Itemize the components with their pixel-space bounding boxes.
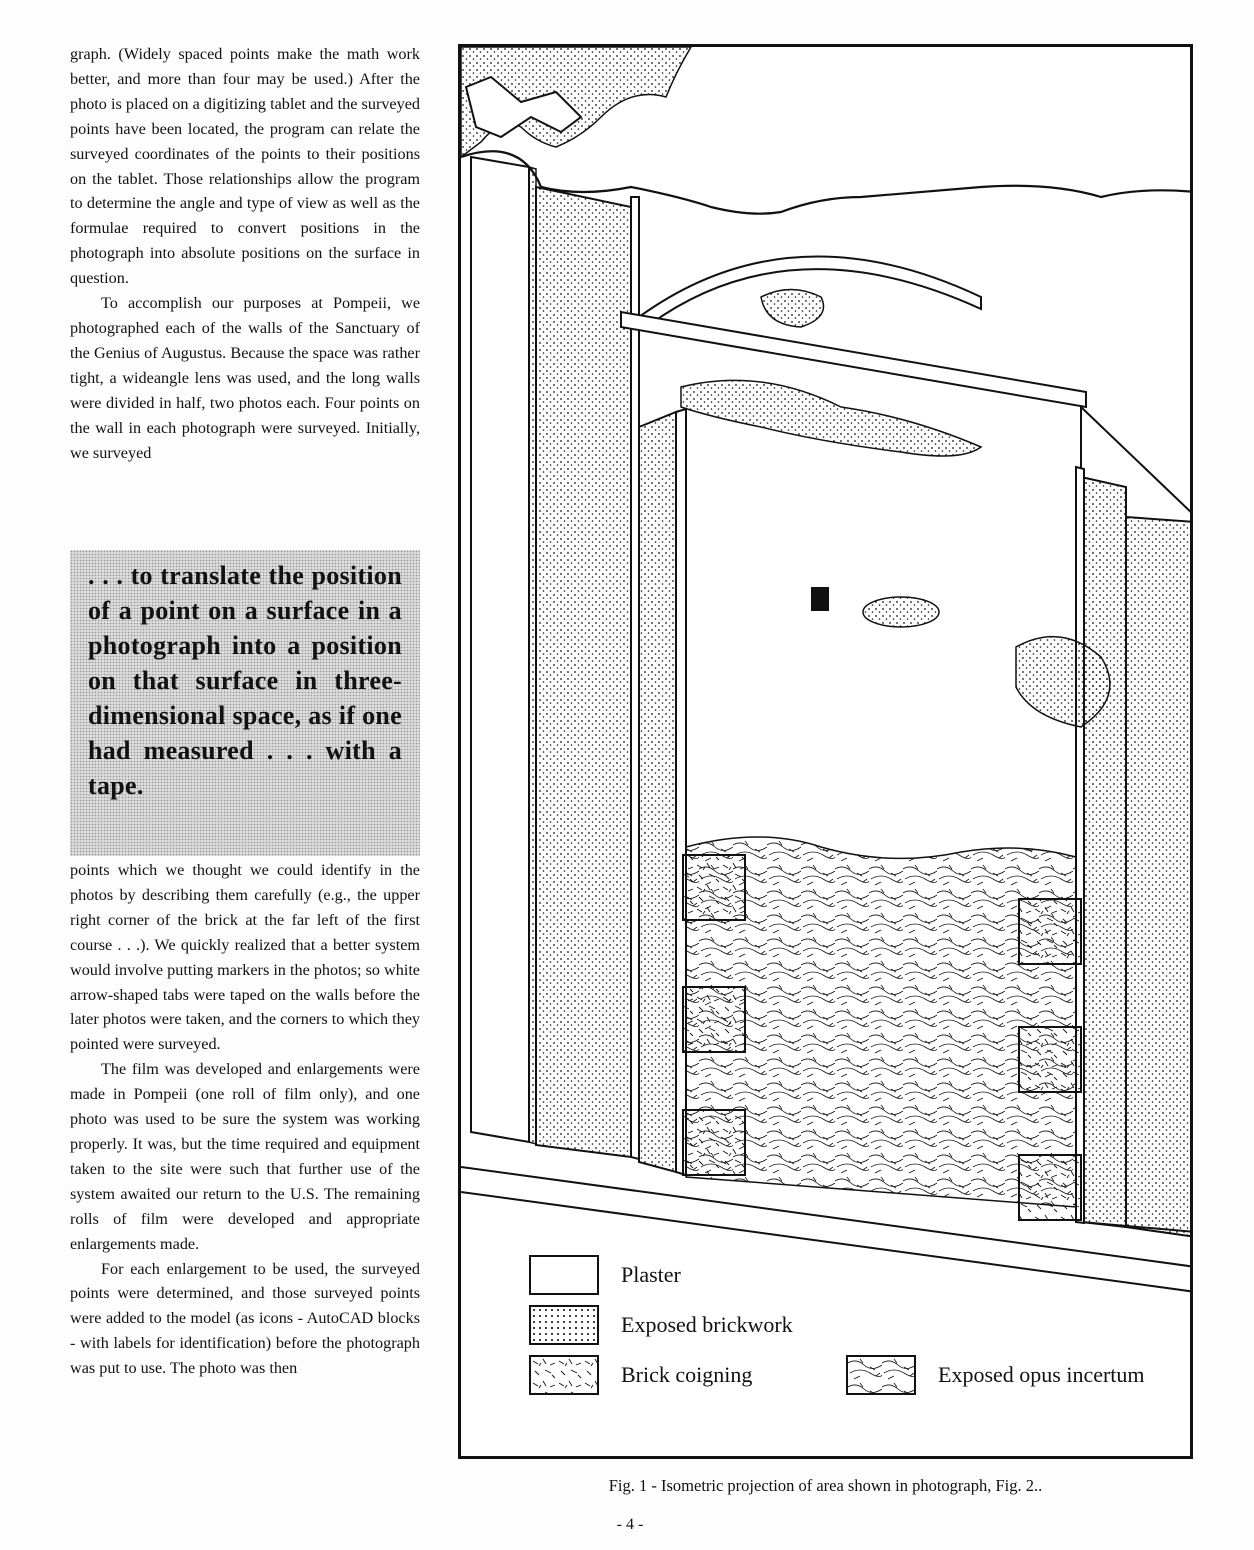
pier-edge bbox=[1076, 467, 1084, 1223]
legend-label: Exposed opus incertum bbox=[938, 1362, 1145, 1387]
paragraph: The film was developed and enlargements were made in Pompeii (one roll of film only), and one photo was used to be sure the system was working properly. It was, but the time required and equipment taken to the site were such that further use of the system awaited our return to the U.S. The remaining rolls of film were developed and appropriate enlargements made. bbox=[70, 1060, 420, 1253]
text-column-top bbox=[70, 42, 420, 465]
brickwork-area bbox=[529, 167, 536, 1144]
coigning-block bbox=[1019, 1155, 1081, 1220]
pier-edge bbox=[631, 197, 639, 1159]
left-pier bbox=[471, 157, 529, 1142]
isometric-drawing bbox=[461, 47, 1193, 1459]
legend-brickwork bbox=[529, 1305, 793, 1345]
dark-marker bbox=[811, 587, 829, 611]
paragraph: graph. (Widely spaced points make the math work better, and more than four may be used.) After the photo is placed on a digitizing tablet and the surveyed points have been located, the program can relate the surveyed coordinates of the points to their positions on the tablet. Those relationships allow the program to determine the angle and type of view as well as the formulae required to convert positions in the photograph into absolute positions on the surface in question. bbox=[70, 45, 420, 288]
pier-edge bbox=[676, 409, 686, 1175]
brickwork-swatch bbox=[529, 1305, 599, 1345]
coigning-block bbox=[1019, 899, 1081, 964]
legend-label: Exposed brickwork bbox=[621, 1312, 793, 1337]
brickwork-patch bbox=[681, 380, 981, 456]
brickwork-patch bbox=[761, 290, 824, 328]
coigning-block bbox=[683, 987, 745, 1052]
brickwork-area bbox=[536, 187, 631, 1157]
legend-plaster bbox=[529, 1255, 681, 1295]
isometric-figure bbox=[458, 44, 1193, 1459]
brickwork-area bbox=[1126, 517, 1193, 1237]
legend-opus bbox=[846, 1355, 1145, 1395]
paragraph: For each enlargement to be used, the surveyed points were determined, and those surveyed points were added to the model (as icons - AutoCAD blocks - with labels for identification) before the photograph was put to use. The photo was then bbox=[70, 1259, 420, 1378]
paragraph: To accomplish our purposes at Pompeii, we photographed each of the walls of the Sanctuary of the Genius of Augustus. Because the space was rather tight, a wideangle lens was used, and the long walls were divided in half, two photos each. Four points on the wall in each photograph were surveyed. Initially, we surveyed bbox=[70, 294, 420, 462]
coigning-block bbox=[1019, 1027, 1081, 1092]
opus-swatch bbox=[846, 1355, 916, 1395]
coigning-swatch bbox=[529, 1355, 599, 1395]
figure-caption: Fig. 1 - Isometric projection of area shown in photograph, Fig. 2.. bbox=[608, 1476, 1043, 1495]
plaster-swatch bbox=[529, 1255, 599, 1295]
text-column-bottom bbox=[70, 858, 420, 1381]
brickwork-area bbox=[639, 412, 676, 1172]
legend-label: Plaster bbox=[621, 1262, 681, 1287]
coigning-block bbox=[683, 1110, 745, 1175]
paragraph: points which we thought we could identify in the photos by describing them carefully (e.g., the upper right corner of the brick at the far left of the first course . . .). We quickly realized that a better system would involve putting markers in the photos; so white arrow-shaped tabs were taped on the walls before the later photos were taken, and the corners to which they pointed were surveyed. bbox=[70, 861, 420, 1054]
brickwork-patch bbox=[863, 597, 939, 627]
pull-quote-box bbox=[70, 550, 420, 856]
page-number: - 4 - bbox=[616, 1516, 644, 1533]
legend-label: Brick coigning bbox=[621, 1362, 753, 1387]
legend-coigning bbox=[529, 1355, 752, 1395]
brickwork-area bbox=[1081, 477, 1126, 1227]
pull-quote: . . . to translate the position of a point on a surface in a photograph into a position on that surface in three-dimensional space, as if one had measured . . . with a tape. bbox=[88, 561, 402, 800]
coigning-block bbox=[683, 855, 745, 920]
